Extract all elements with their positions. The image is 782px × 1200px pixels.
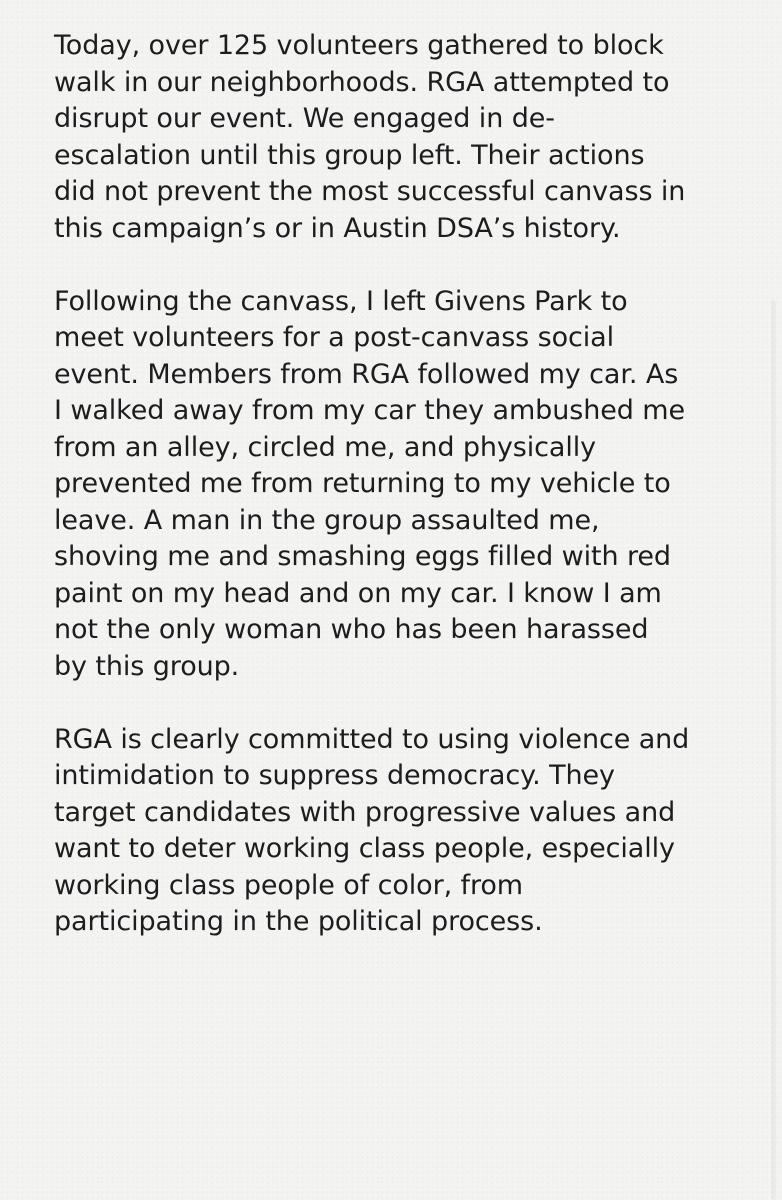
paragraph-3 xyxy=(54,722,754,941)
text-line: I walked away from my car they ambushed me xyxy=(54,395,685,426)
text-line: RGA is clearly committed to using violence and xyxy=(54,723,690,755)
note-body xyxy=(54,28,754,941)
text-line: did not prevent the most successful canvass in xyxy=(54,176,686,207)
text-line: target candidates with progressive values and xyxy=(54,796,676,828)
paragraph-2 xyxy=(54,284,754,686)
text-line: intimidation to suppress democracy. They xyxy=(54,760,615,791)
text-line: leave. A man in the group assaulted me, xyxy=(54,504,600,536)
text-line: this campaign’s or in Austin DSA’s history. xyxy=(54,212,621,244)
text-line: want to deter working class people, especially xyxy=(54,833,675,864)
text-line: Following the canvass, I left Givens Park to xyxy=(54,285,628,317)
text-line: disrupt our event. We engaged in de- xyxy=(54,103,555,134)
text-line: participating in the political process. xyxy=(54,906,543,937)
paragraph-1 xyxy=(54,28,754,247)
text-line: Today, over 125 volunteers gathered to block xyxy=(54,30,664,61)
text-line: walk in our neighborhoods. RGA attempted to xyxy=(54,66,670,98)
paragraph-gap xyxy=(54,247,754,284)
text-line: event. Members from RGA followed my car. As xyxy=(54,358,679,390)
text-line: meet volunteers for a post-canvass social xyxy=(54,322,614,353)
text-line: from an alley, circled me, and physically xyxy=(54,431,597,463)
text-line: not the only woman who has been harassed xyxy=(54,614,649,645)
paragraph-gap xyxy=(54,685,754,722)
text-line: prevented me from returning to my vehicle to xyxy=(54,468,671,499)
text-line: by this group. xyxy=(54,650,240,682)
scrollbar[interactable] xyxy=(771,300,776,1200)
text-line: working class people of color, from xyxy=(54,869,523,901)
text-line: escalation until this group left. Their actions xyxy=(54,139,645,171)
text-line: shoving me and smashing eggs filled with red xyxy=(54,541,671,572)
text-line: paint on my head and on my car. I know I am xyxy=(54,577,662,609)
